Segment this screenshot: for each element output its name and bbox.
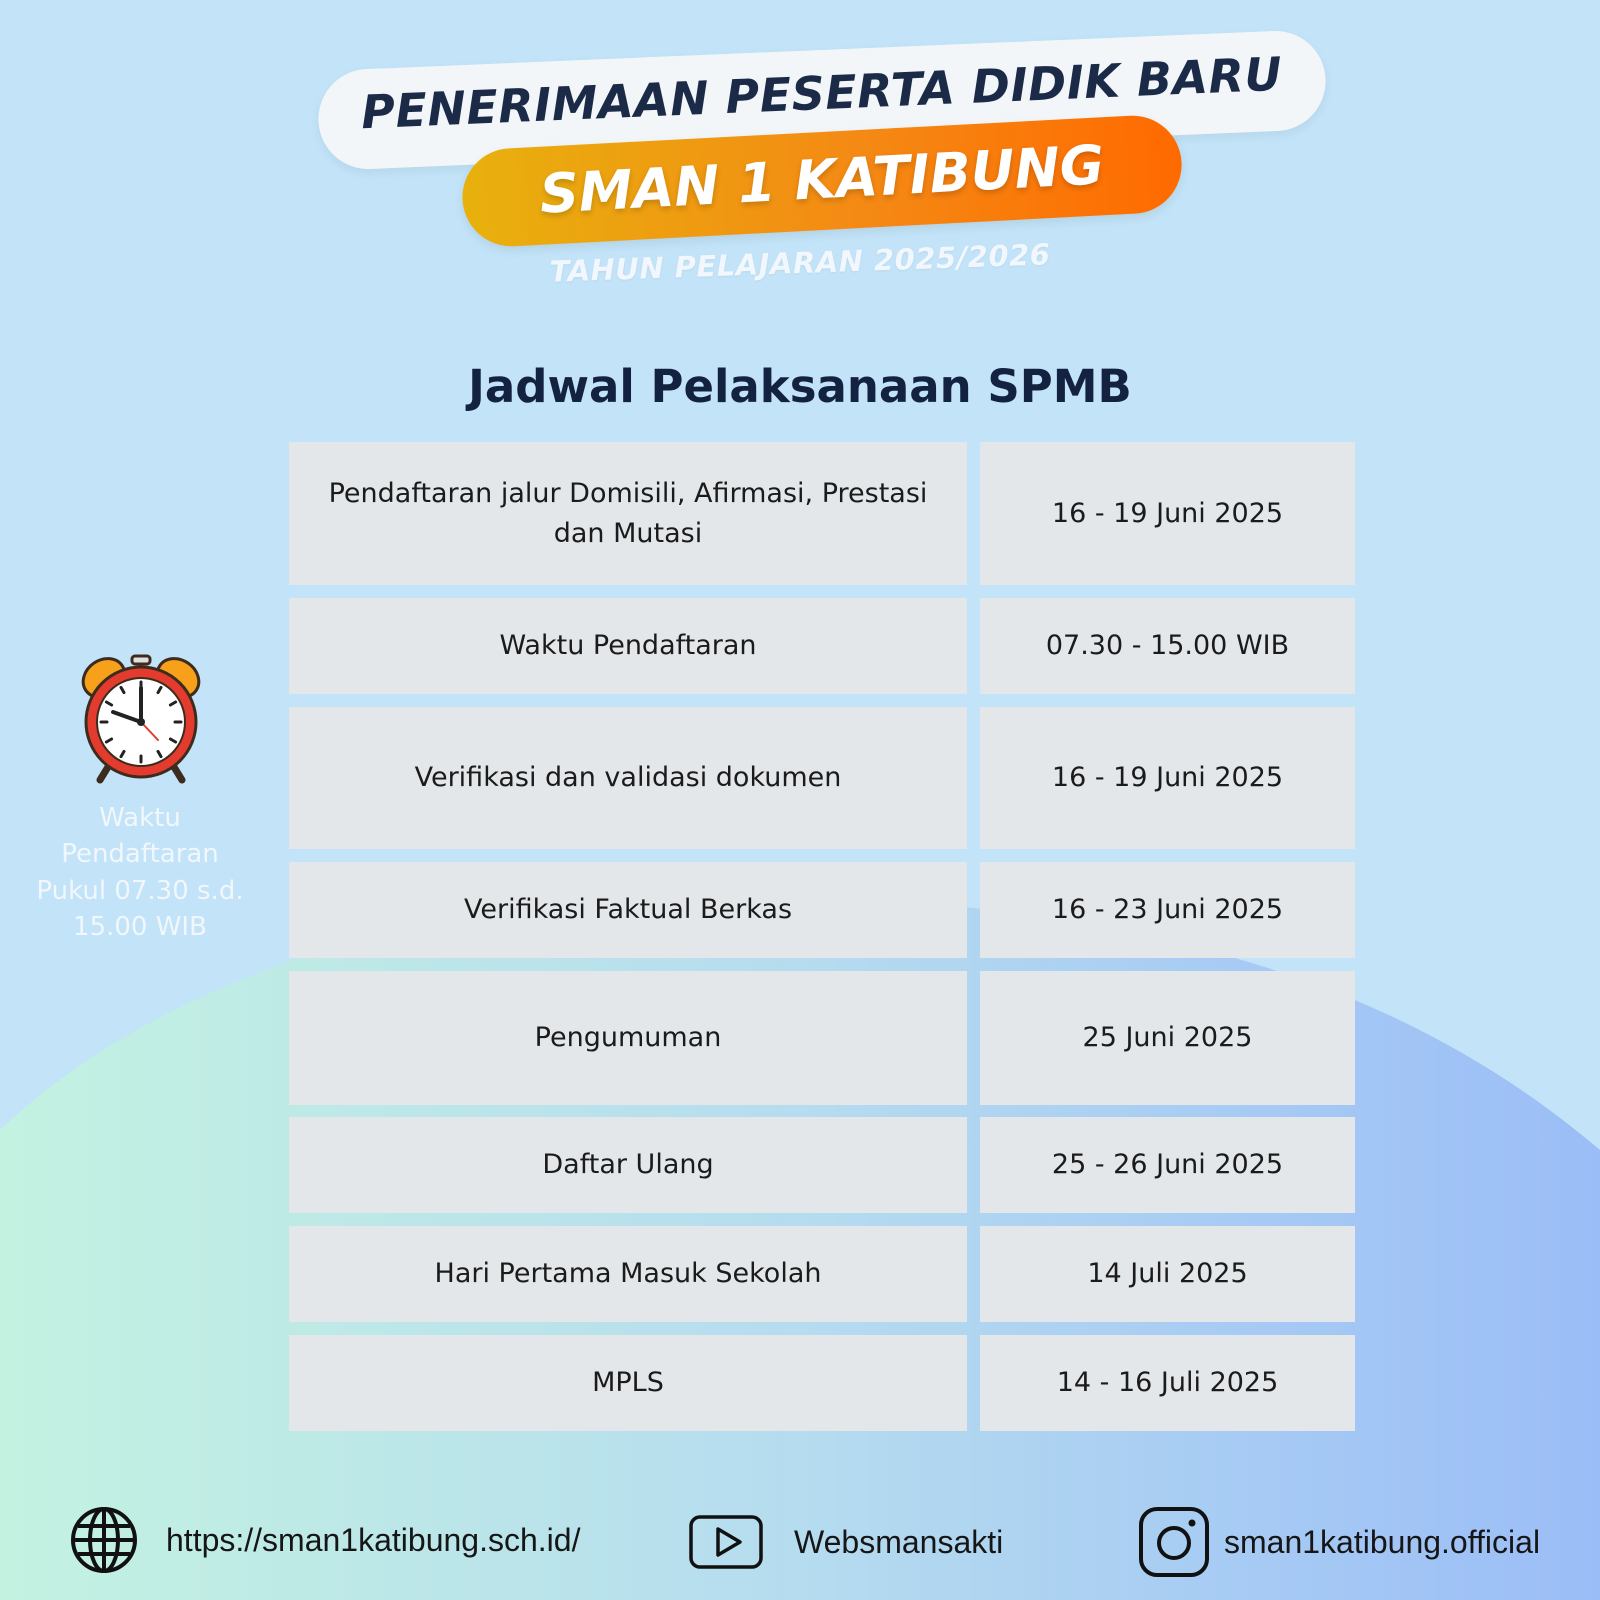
schedule-activity: Hari Pertama Masuk Sekolah	[289, 1226, 967, 1322]
schedule-date: 07.30 - 15.00 WIB	[980, 598, 1355, 694]
schedule-activity: Verifikasi Faktual Berkas	[289, 862, 967, 958]
globe-icon	[70, 1506, 138, 1574]
schedule-date: 25 - 26 Juni 2025	[980, 1117, 1355, 1213]
schedule-date: 16 - 23 Juni 2025	[980, 862, 1355, 958]
registration-time-note: Waktu Pendaftaran Pukul 07.30 s.d. 15.00 WIB	[36, 803, 244, 943]
schedule-activity: Pengumuman	[289, 971, 967, 1105]
schedule-activity: Waktu Pendaftaran	[289, 598, 967, 694]
academic-year: TAHUN PELAJARAN 2025/2026	[549, 237, 1051, 289]
footer-website[interactable]	[70, 1506, 580, 1574]
schedule-date: 16 - 19 Juni 2025	[980, 442, 1355, 585]
youtube-icon	[688, 1514, 764, 1570]
website-link[interactable]: https://sman1katibung.sch.id/	[166, 1521, 581, 1558]
schedule-date: 14 - 16 Juli 2025	[980, 1335, 1355, 1431]
schedule-date: 25 Juni 2025	[980, 971, 1355, 1105]
section-title: Jadwal Pelaksanaan SPMB	[468, 360, 1132, 413]
schedule-date: 16 - 19 Juni 2025	[980, 707, 1355, 849]
footer-instagram[interactable]	[1138, 1506, 1540, 1578]
youtube-channel[interactable]: Websmansakti	[794, 1523, 1004, 1560]
schedule-activity: Verifikasi dan validasi dokumen	[289, 707, 967, 849]
alarm-clock-icon	[76, 650, 206, 790]
main-title: PENERIMAAN PESERTA DIDIK BARU	[360, 46, 1284, 140]
school-name: SMAN 1 KATIBUNG	[538, 133, 1106, 226]
schedule-activity: Pendaftaran jalur Domisili, Afirmasi, Prestasi dan Mutasi	[289, 442, 967, 585]
footer-youtube[interactable]	[688, 1514, 1003, 1570]
schedule-date: 14 Juli 2025	[980, 1226, 1355, 1322]
schedule-activity: Daftar Ulang	[289, 1117, 967, 1213]
instagram-icon	[1138, 1506, 1210, 1578]
schedule-activity: MPLS	[289, 1335, 967, 1431]
instagram-handle[interactable]: sman1katibung.official	[1224, 1523, 1541, 1560]
